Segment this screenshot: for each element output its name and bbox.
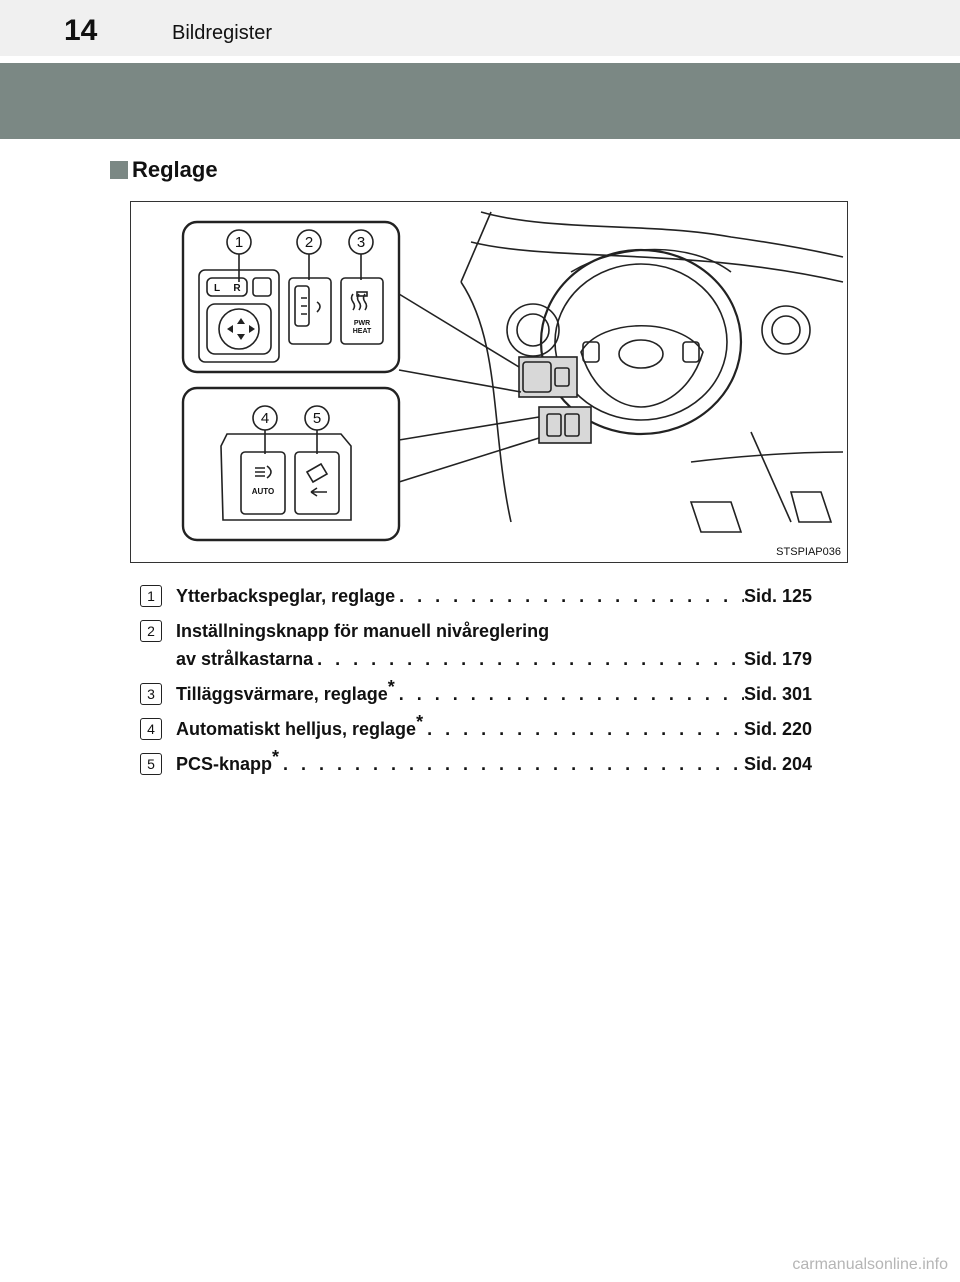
page-reference-link[interactable]: Sid. 301 [743, 684, 812, 704]
air-vent-right-inner [772, 316, 800, 344]
running-title: Bildregister [172, 22, 273, 44]
page-reference-link[interactable]: Sid. 125 [743, 586, 812, 606]
dot-leader [395, 582, 744, 610]
steering-wheel-hub [581, 326, 703, 407]
mirror-left-label: L [213, 283, 221, 294]
callout-label-3: 3 [356, 234, 366, 251]
list-item [140, 677, 812, 708]
dot-leader [279, 750, 744, 778]
controls-illustration [130, 201, 848, 563]
pedal [691, 502, 741, 532]
leader-line [399, 417, 539, 440]
item-label: Ytterbackspeglar, reglage [176, 586, 396, 606]
control-list [140, 582, 812, 785]
section-title: Reglage [132, 157, 218, 182]
item-number-badge: 4 [140, 718, 162, 740]
list-item [140, 617, 812, 673]
page-reference-link[interactable]: Sid. 204 [743, 754, 812, 774]
heater-label-line1: PWR [353, 320, 371, 327]
item-label: Automatiskt helljus, reglage [176, 719, 417, 739]
page-reference-link[interactable]: Sid. 220 [743, 719, 812, 739]
windshield-pillar [461, 212, 491, 282]
item-number-badge: 2 [140, 620, 162, 642]
item-label: Inställningsknapp för manuell nivåreglering [176, 621, 550, 641]
auto-beam-label: AUTO [251, 487, 275, 496]
header-band [0, 63, 960, 139]
callout-label-4: 4 [260, 410, 270, 427]
figure-code: STSPIAP036 [776, 546, 841, 558]
dashboard-line [471, 242, 843, 282]
list-item [140, 747, 812, 778]
dashboard-drawing [131, 202, 847, 562]
item-label: PCS-knapp [176, 754, 273, 774]
dot-leader [423, 715, 744, 743]
callout-label-2: 2 [304, 234, 314, 251]
dashboard-line [751, 432, 791, 522]
pedal [791, 492, 831, 522]
footer-watermark: carmanualsonline.info [792, 1256, 948, 1273]
item-number-badge: 1 [140, 585, 162, 607]
list-item [140, 712, 812, 743]
air-vent-left [507, 304, 559, 356]
asterisk-mark: * [416, 712, 424, 732]
dot-leader [313, 645, 744, 673]
leader-line [399, 438, 539, 482]
leader-line [399, 294, 519, 367]
page-reference-link[interactable]: Sid. 179 [743, 649, 812, 669]
dot-leader [395, 680, 744, 708]
mirror-right-label: R [233, 283, 241, 294]
list-item [140, 582, 812, 610]
page-number: 14 [64, 14, 98, 47]
item-label-continued: av strålkastarna [176, 649, 314, 669]
dashboard-line [691, 452, 843, 462]
callout-box-lower [183, 388, 399, 540]
steering-wheel-rim-inner [555, 264, 727, 420]
heater-label-line2: HEAT [352, 328, 372, 335]
item-number-badge: 5 [140, 753, 162, 775]
asterisk-mark: * [387, 677, 395, 697]
section-square-icon [110, 161, 128, 179]
callout-label-1: 1 [234, 234, 244, 251]
item-label: Tilläggsvärmare, reglage [176, 684, 388, 704]
callout-label-5: 5 [312, 410, 322, 427]
asterisk-mark: * [272, 747, 280, 767]
steering-emblem [619, 340, 663, 368]
header-strip [0, 0, 960, 56]
leader-line [399, 370, 521, 392]
air-vent-right [762, 306, 810, 354]
section-heading [110, 157, 218, 183]
item-number-badge: 3 [140, 683, 162, 705]
dashboard-line [461, 282, 511, 522]
